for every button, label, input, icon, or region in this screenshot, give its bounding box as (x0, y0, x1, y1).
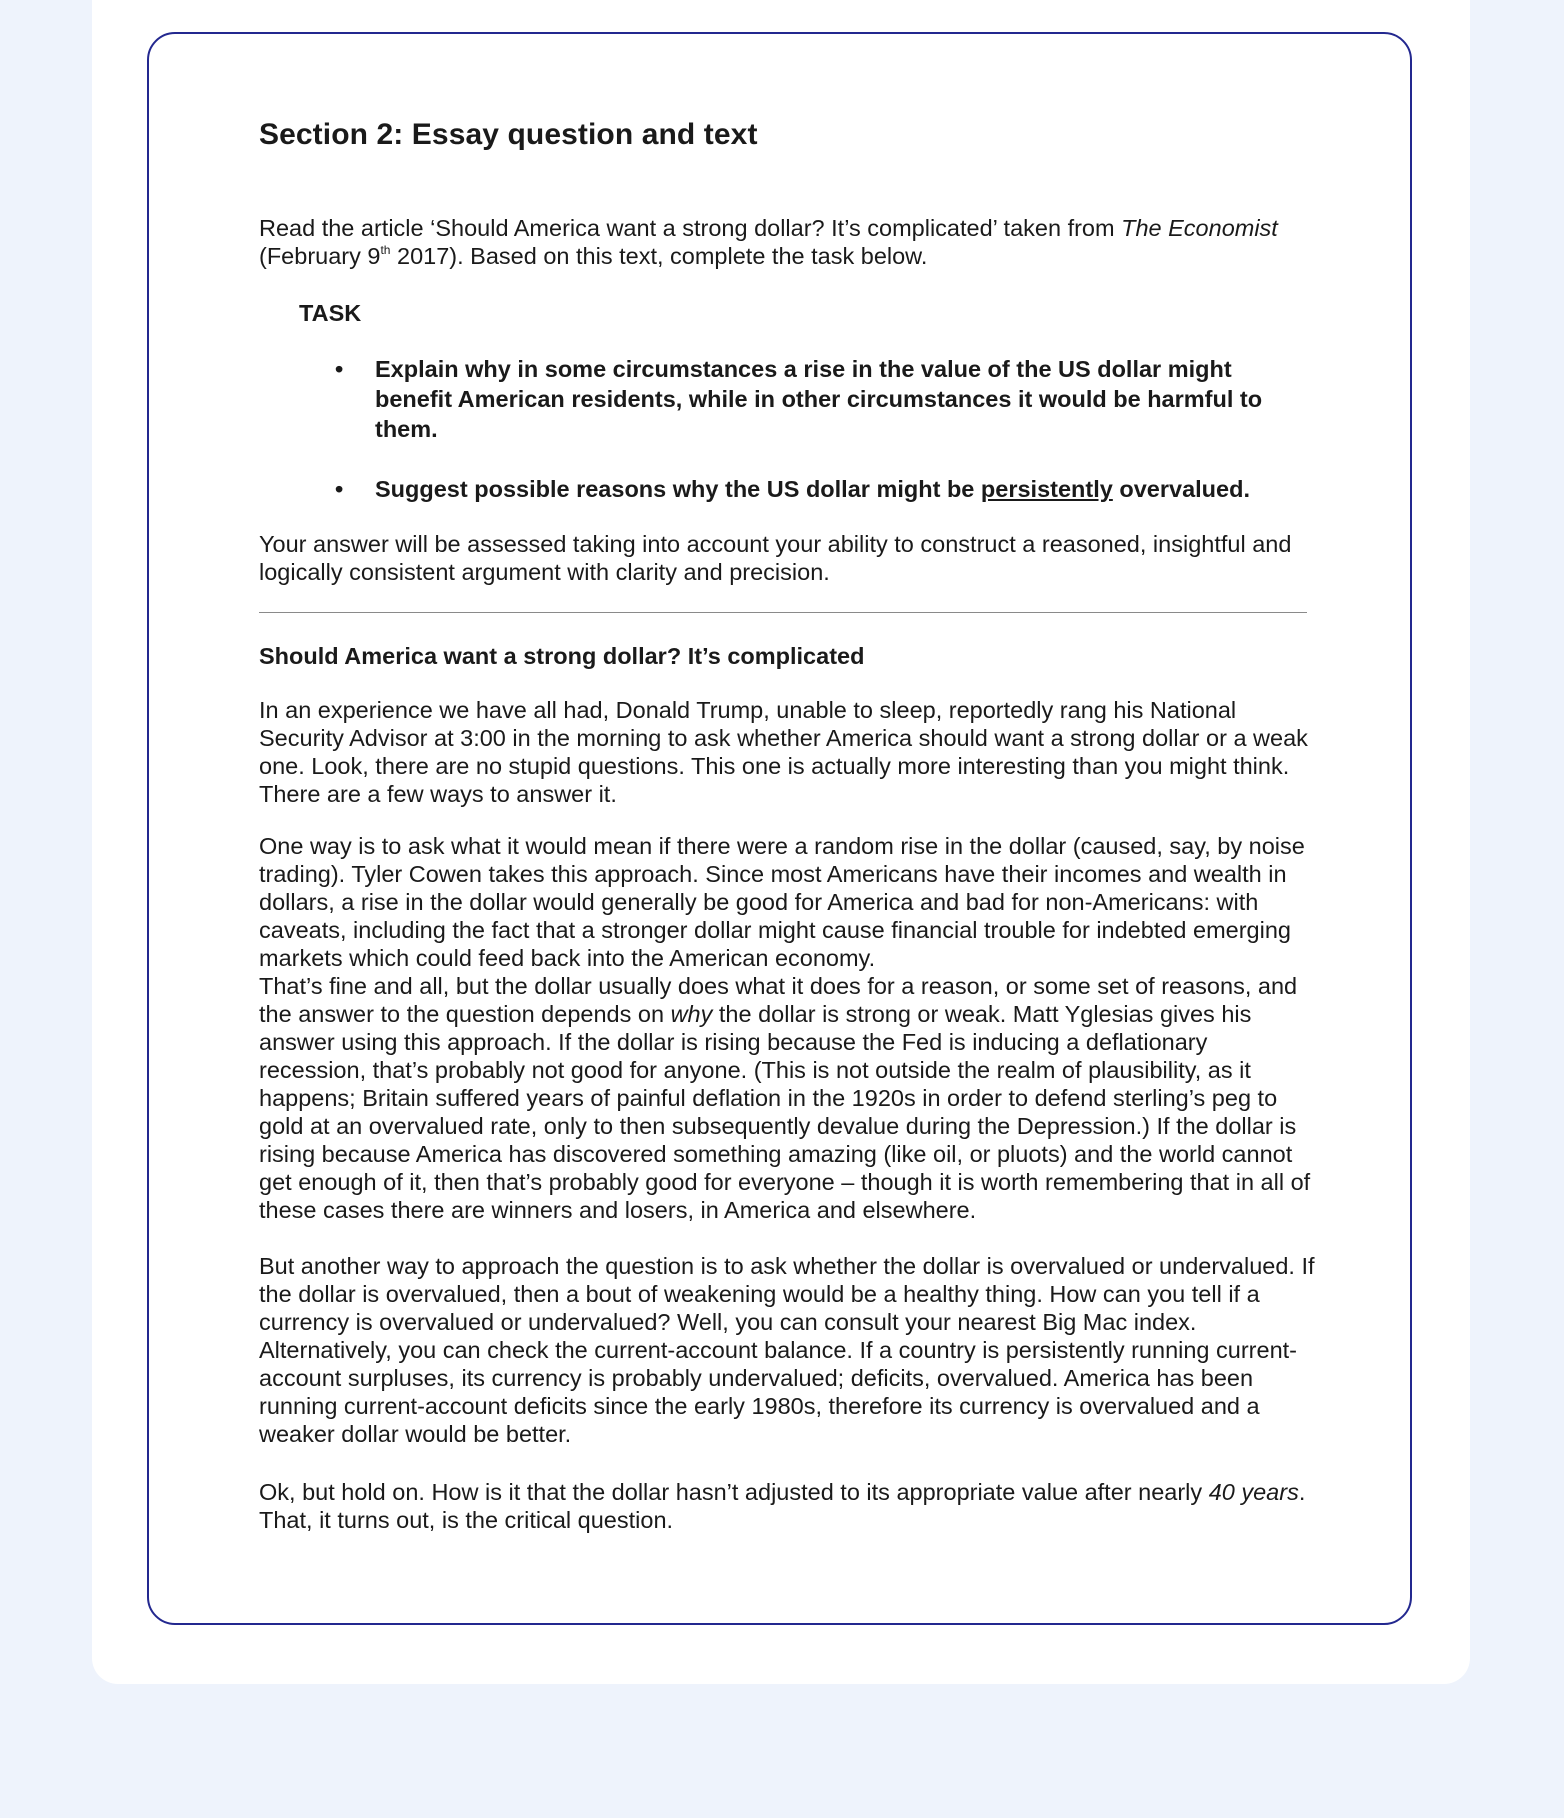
article-paragraph-3 (259, 972, 1319, 1224)
intro-text-part2: (February 9 (259, 243, 381, 269)
task-bullet-text (375, 474, 1275, 504)
p5-emphasis: 40 years (1208, 1479, 1299, 1505)
assessment-note: Your answer will be assessed taking into account your ability to construct a reasoned, insightful and logically consistent argument with clarity and precision. (259, 531, 1292, 585)
bullet2-post: overvalued. (1112, 476, 1250, 502)
divider (259, 612, 1307, 613)
p3-emphasis: why (670, 1001, 713, 1027)
article-paragraph-2: One way is to ask what it would mean if there were a random rise in the dollar (caused, say, by noise trading). Tyler Cowen takes this approach. Since most Americans have their incomes and wealth in dollars, a rise in the dollar would generally be good for America and bad for non-Americans: with caveats, including the fact that a stronger dollar might cause financial trouble for indebted emerging markets which could feed back into the American economy. (259, 833, 1305, 971)
bullet-dot: • (335, 356, 344, 382)
intro-text-part3: 2017). Based on this text, complete the task below. (390, 243, 928, 269)
p5-post: . That, it turns out, is the critical question. (259, 1479, 1306, 1533)
p3-post: the dollar is strong or weak. Matt Yglesias gives his answer using this approach. If the dollar is rising because the Fed is inducing a deflationary recession, that’s probably not good for anyone. (This is not outside the realm of plausibility, as it happens; Britain suffered years of painful deflation in the 1920s in order to defend sterling’s peg to gold at an overvalued rate, only to then subsequently devalue during the Depression.) If the dollar is rising because America has discovered something amazing (like oil, or pluots) and the world cannot get enough of it, then that’s probably good for everyone – though it is worth remembering that in all of these cases there are winners and losers, in America and elsewhere. (259, 1001, 1311, 1223)
article-paragraph-5 (259, 1478, 1319, 1534)
bullet-dot: • (335, 476, 344, 502)
bullet2-pre: Suggest possible reasons why the US dollar might be (375, 476, 981, 502)
task-label: TASK (299, 300, 362, 326)
intro-superscript: th (380, 243, 391, 257)
task-bullet-text: Explain why in some circumstances a rise in the value of the US dollar might benefit American residents, while in other circumstances it would be harmful to them. (375, 356, 1263, 442)
article-paragraph-1: In an experience we have all had, Donald Trump, unable to sleep, reportedly rang his National Security Advisor at 3:00 in the morning to ask whether America should want a strong dollar or a weak one. Look, there are no stupid questions. This one is actually more interesting than you might think. There are a few ways to answer it. (259, 697, 1308, 807)
article-paragraph-4: But another way to approach the question is to ask whether the dollar is overvalued or undervalued. If the dollar is overvalued, then a bout of weakening would be a healthy thing. How can you tell if a currency is overvalued or undervalued? Well, you can consult your nearest Big Mac index. Alternatively, you can check the current-account balance. If a country is persistently running current-account surpluses, its currency is probably undervalued; deficits, overvalued. America has been running current-account deficits since the early 1980s, therefore its currency is overvalued and a weaker dollar would be better. (259, 1253, 1315, 1447)
intro-paragraph (259, 214, 1319, 270)
p3-pre: That’s fine and all, but the dollar usually does what it does for a reason, or some set of reasons, and the answer to the question depends on (259, 973, 1298, 1027)
intro-source: The Economist (1121, 215, 1278, 241)
bullet2-underlined: persistently (980, 476, 1113, 502)
p5-pre: Ok, but hold on. How is it that the dollar hasn’t adjusted to its appropriate value after nearly (259, 1479, 1209, 1505)
section-title: Section 2: Essay question and text (259, 118, 758, 151)
intro-text-part1: Read the article ‘Should America want a strong dollar? It’s complicated’ taken from (259, 215, 1122, 241)
article-title: Should America want a strong dollar? It’s complicated (259, 643, 865, 669)
